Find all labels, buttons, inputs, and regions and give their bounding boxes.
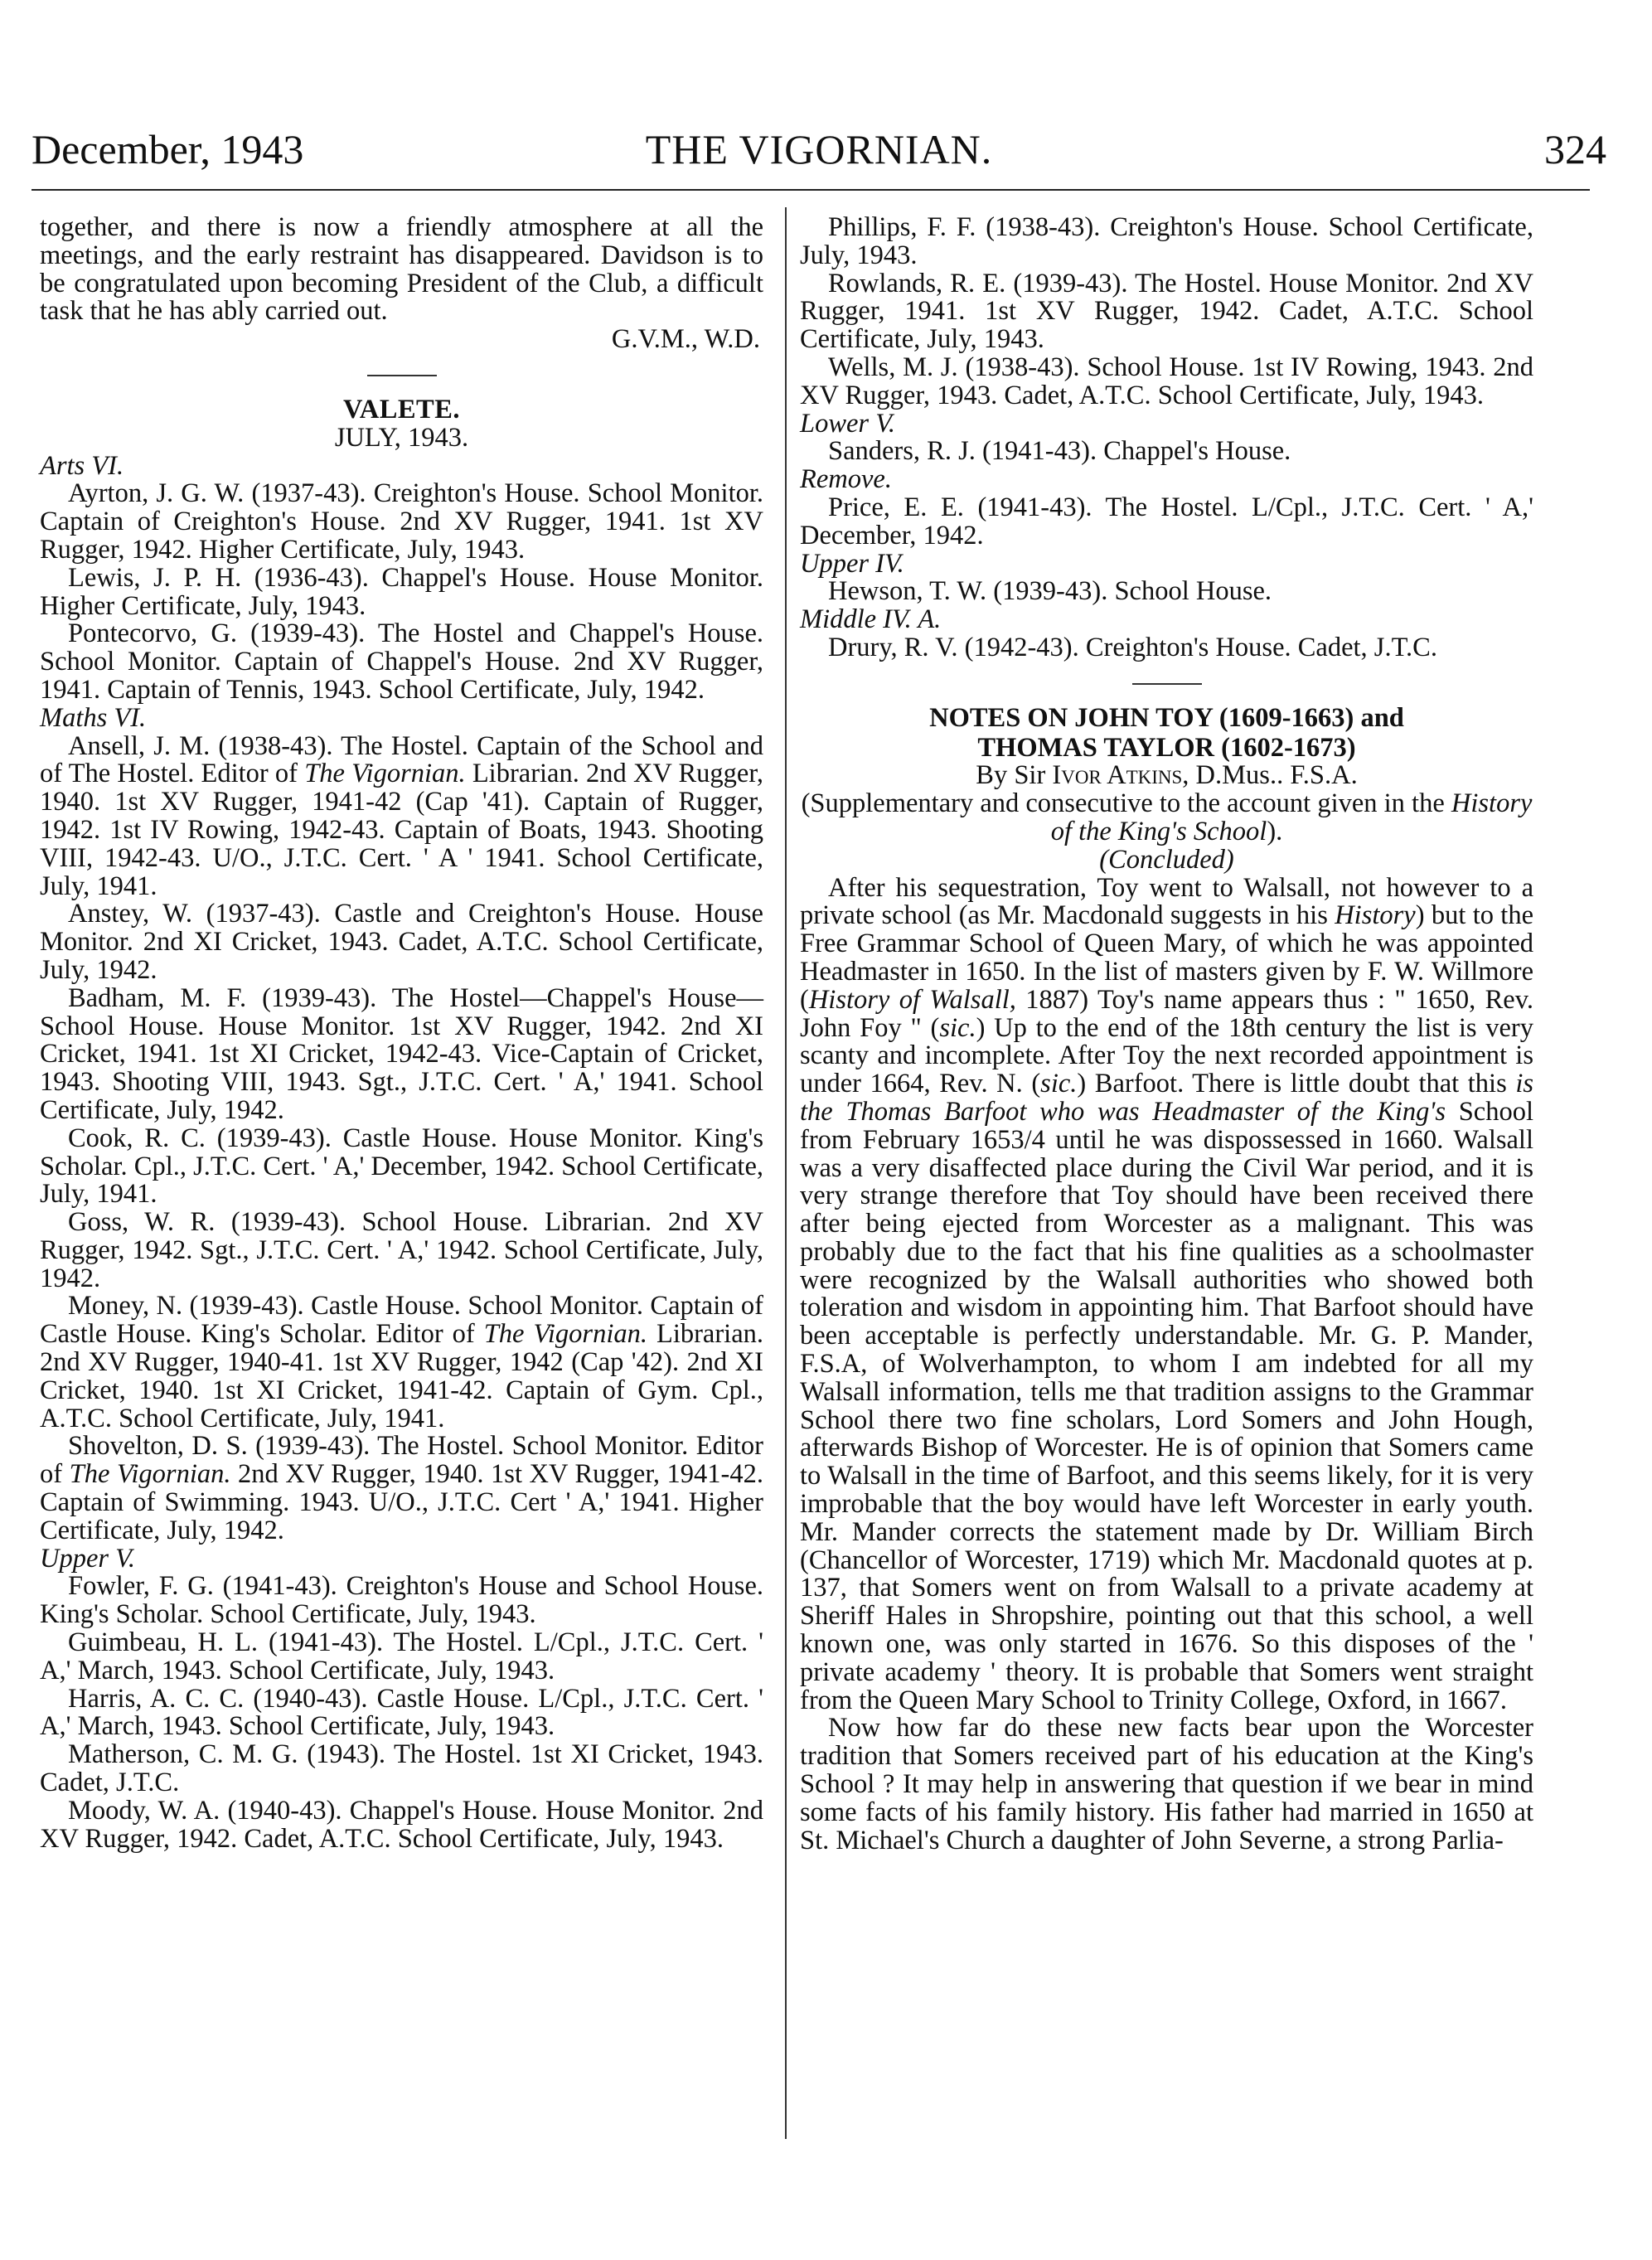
valete-entry: Sanders, R. J. (1941-43). Chappel's House. bbox=[828, 436, 1291, 467]
column-divider bbox=[785, 207, 787, 2139]
form-label-remove: Remove. bbox=[800, 464, 892, 495]
form-label-middle-iv-a: Middle IV. A. bbox=[800, 604, 942, 635]
form-label-arts-vi: Arts VI. bbox=[40, 450, 124, 481]
valete-entry: Anstey, W. (1937-43). Castle and Creighton's House. House Monitor. 2nd XI Cricket, 1943. Cadet, A.T.C. School Certificate, July, 1942. bbox=[40, 899, 763, 985]
valete-entry: Harris, A. C. C. (1940-43). Castle House. L/Cpl., J.T.C. Cert. ' A,' March, 1943. School Certificate, July, 1943. bbox=[40, 1683, 763, 1742]
valete-entry: Goss, W. R. (1939-43). School House. Librarian. 2nd XV Rugger, 1942. Sgt., J.T.C. Cert. ' A,' 1942. School Certificate, July, 1942. bbox=[40, 1207, 763, 1293]
article-title-line-1: NOTES ON JOHN TOY (1609-1663) and bbox=[929, 702, 1404, 733]
valete-entry: Matherson, C. M. G. (1943). The Hostel. 1st XI Cricket, 1943. Cadet, J.T.C. bbox=[40, 1739, 763, 1798]
valete-entry: Lewis, J. P. H. (1936-43). Chappel's House. House Monitor. Higher Certificate, July, 1943. bbox=[40, 562, 763, 621]
note-text: (Supplementary and consecutive to the account given in the bbox=[801, 788, 1451, 819]
valete-entry: Ayrton, J. G. W. (1937-43). Creighton's House. School Monitor. Captain of Creighton's House. 2nd XV Rugger, 1941. 1st XV Rugger, 1942. Higher Certificate, July, 1943. bbox=[40, 478, 763, 565]
valete-entry: Wells, M. J. (1938-43). School House. 1st IV Rowing, 1943. 2nd XV Rugger, 1943. Cadet, A.T.C. School Certificate, July, 1943. bbox=[800, 352, 1533, 410]
paragraph-text: ) but to the Free Grammar School of Queen Mary, of which he was appointed Headmaster in 1650. In the list of masters given by F. W. Willmore ( bbox=[800, 900, 1533, 1015]
entry-text: Librarian. 2nd XV Rugger, 1940. 1st XV Rugger, 1941-42 (Cap '41). Captain of Rugger, 1942. 1st IV Rowing, 1942-43. Captain of Boats, 1943. Shooting VIII, 1942-43. U/O., J.T.C. Cert. ' A ' 1941. School Certificate, July, 1941. bbox=[40, 759, 763, 901]
magazine-title: The Vigornian. bbox=[69, 1459, 231, 1490]
emphasis-text: is the Thomas Barfoot who was Headmaster of the King's bbox=[800, 1069, 1533, 1127]
magazine-title: The Vigornian. bbox=[304, 759, 466, 789]
valete-entry: Rowlands, R. E. (1939-43). The Hostel. House Monitor. 2nd XV Rugger, 1941. 1st XV Rugger, 1942. Cadet, A.T.C. School Certificate, July, 1943. bbox=[800, 268, 1533, 355]
report-signature: G.V.M., W.D. bbox=[611, 324, 760, 355]
entry-text: Ansell, J. M. (1938-43). The Hostel. Captain of the School and of The Hostel. Editor of bbox=[40, 730, 763, 789]
byline-by: By Sir bbox=[976, 760, 1053, 791]
club-report-ending: together, and there is now a friendly atmosphere at all the meetings, and the early restraint has disappeared. Davidson is to be congratulated upon becoming President of the Club, a difficult task that he has ably carried out. bbox=[40, 212, 763, 327]
valete-entry bbox=[40, 1433, 763, 1545]
article-title-line-2: THOMAS TAYLOR (1602-1673) bbox=[977, 732, 1356, 763]
emphasis-text: History of Walsall, bbox=[808, 984, 1016, 1015]
valete-entry: Hewson, T. W. (1939-43). School House. bbox=[828, 576, 1272, 607]
paragraph-text: ) Barfoot. There is little doubt that this bbox=[1077, 1069, 1516, 1099]
author-credentials: , D.Mus.. F.S.A. bbox=[1182, 760, 1358, 791]
left-column bbox=[40, 214, 763, 1853]
article-byline bbox=[800, 762, 1533, 790]
form-label-upper-iv: Upper IV. bbox=[800, 548, 904, 579]
supplementary-note bbox=[800, 790, 1533, 846]
valete-entry: Fowler, F. G. (1941-43). Creighton's House and School House. King's Scholar. School Certificate, July, 1943. bbox=[40, 1571, 763, 1630]
entry-text: 2nd XV Rugger, 1940. 1st XV Rugger, 1941-42. Captain of Swimming. 1943. U/O., J.T.C. Cert ' A,' 1941. Higher Certificate, July, 1942. bbox=[40, 1459, 763, 1545]
entry-text: Shovelton, D. S. (1939-43). The Hostel. School Monitor. Editor of bbox=[40, 1431, 763, 1490]
form-label-lower-v: Lower V. bbox=[800, 408, 895, 439]
valete-entry: Guimbeau, H. L. (1941-43). The Hostel. L/Cpl., J.T.C. Cert. ' A,' March, 1943. School Certificate, July, 1943. bbox=[40, 1627, 763, 1685]
article-paragraph bbox=[800, 872, 1534, 1715]
valete-entry: Price, E. E. (1941-43). The Hostel. L/Cpl., J.T.C. Cert. ' A,' December, 1942. bbox=[800, 492, 1533, 550]
form-label-maths-vi: Maths VI. bbox=[40, 702, 147, 733]
section-divider bbox=[367, 375, 437, 376]
section-divider bbox=[1132, 683, 1202, 685]
magazine-title: The Vigornian. bbox=[483, 1319, 647, 1350]
concluded-label: (Concluded) bbox=[1099, 844, 1234, 875]
author-name: Ivor Atkins bbox=[1052, 760, 1183, 791]
valete-entry: Moody, W. A. (1940-43). Chappel's House. House Monitor. 2nd XV Rugger, 1942. Cadet, A.T.C. School Certificate, July, 1943. bbox=[40, 1795, 763, 1854]
valete-entry: Drury, R. V. (1942-43). Creighton's House. Cadet, J.T.C. bbox=[828, 632, 1437, 662]
paragraph-text: ) Up to the end of the 18th century the list is very scanty and incomplete. After Toy the next recorded appointment is under 1664, Rev. N. ( bbox=[800, 1012, 1534, 1099]
header-rule bbox=[31, 189, 1590, 191]
emphasis-text: History bbox=[1335, 900, 1416, 931]
journal-title: THE VIGORNIAN. bbox=[645, 126, 993, 172]
valete-entry: Phillips, F. F. (1938-43). Creighton's House. School Certificate, July, 1943. bbox=[800, 212, 1533, 270]
page-number: 324 bbox=[1544, 126, 1606, 172]
valete-entry: Badham, M. F. (1939-43). The Hostel—Chappel's House—School House. House Monitor. 1st XV Rugger, 1942. 2nd XI Cricket, 1941. 1st XI Cricket, 1942-43. Vice-Captain of Cricket, 1943. Shooting VIII, 1943. Sgt., J.T.C. Cert. ' A,' 1941. School Certificate, July, 1942. bbox=[40, 982, 763, 1125]
emphasis-text: sic. bbox=[939, 1012, 976, 1043]
valete-entry bbox=[40, 730, 763, 901]
concluded-note bbox=[800, 846, 1533, 875]
valete-date: JULY, 1943. bbox=[334, 422, 469, 453]
entry-text: Librarian. 2nd XV Rugger, 1940-41. 1st XV Rugger, 1942 (Cap '42). 2nd XI Cricket, 1940. 1st XI Cricket, 1941-42. Captain of Gym. Cpl., A.T.C. School Certificate, July, 1941. bbox=[40, 1319, 763, 1433]
paragraph-text: 1887) Toy's name appears thus : " 1650, Rev. John Foy " ( bbox=[800, 984, 1533, 1043]
book-title: History of the King's School bbox=[1050, 788, 1533, 846]
running-head bbox=[31, 124, 1606, 182]
article-paragraph: Now how far do these new facts bear upon the Worcester tradition that Somers received part of his education at the King's School ? It may help in answering that question if we bear in mind some facts of his family history. His father had married in 1650 at St. Michael's Church a daughter of John Severne, a strong Parlia- bbox=[800, 1713, 1533, 1855]
paragraph-text: After his sequestration, Toy went to Walsall, not however to a private school (as Mr. Macdonald suggests in his bbox=[800, 872, 1533, 931]
paragraph-text: School from February 1653/4 until he was dispossessed in 1660. Walsall was a very disaffected place during the Civil War period, and it is very strange therefore that Toy should have been received there after being ejected from Worcester as a malignant. This was probably due to the fact that his fine qualities as a schoolmaster were recognized by the Walsall authorities who showed both toleration and wisdom in appointing him. That Barfoot should have been acceptable is perfectly understandable. Mr. G. P. Mander, F.S.A, of Wolverhampton, to whom I am indebted for all my Walsall information, tells me that tradition assigns to the Grammar School there two fine scholars, Lord Somers and John Hough, afterwards Bishop of Worcester. He is of opinion that Somers came to Walsall in the time of Barfoot, and this seems likely, for it is very improbable that the boy would have left Worcester in early youth. Mr. Mander corrects the statement made by Dr. William Birch (Chancellor of Worcester, 1719) which Mr. Macdonald quotes at p. 137, that Somers went on from Walsall to a private academy at Sheriff Hales in Shropshire, pointing out that this school, a well known one, was only started in 1676. So this disposes of the ' private academy ' theory. It is probable that Somers went straight from the Queen Mary School to Trinity College, Oxford, in 1667. bbox=[800, 1096, 1534, 1715]
valete-entry: Cook, R. C. (1939-43). Castle House. House Monitor. King's Scholar. Cpl., J.T.C. Cert. ' A,' December, 1942. School Certificate, July, 1941. bbox=[40, 1123, 763, 1210]
right-column bbox=[800, 214, 1533, 1855]
issue-date: December, 1943 bbox=[31, 126, 304, 172]
valete-entry: Pontecorvo, G. (1939-43). The Hostel and Chappel's House. School Monitor. Captain of Chappel's House. 2nd XV Rugger, 1941. Captain of Tennis, 1943. School Certificate, July, 1942. bbox=[40, 618, 763, 705]
form-label-upper-v: Upper V. bbox=[40, 1543, 135, 1574]
note-text: ). bbox=[1267, 816, 1283, 846]
emphasis-text: sic. bbox=[1040, 1069, 1078, 1099]
entry-text: Money, N. (1939-43). Castle House. School Monitor. Captain of Castle House. King's Scholar. Editor of bbox=[40, 1291, 763, 1350]
valete-heading: VALETE. bbox=[342, 394, 461, 424]
valete-entry bbox=[40, 1292, 763, 1433]
